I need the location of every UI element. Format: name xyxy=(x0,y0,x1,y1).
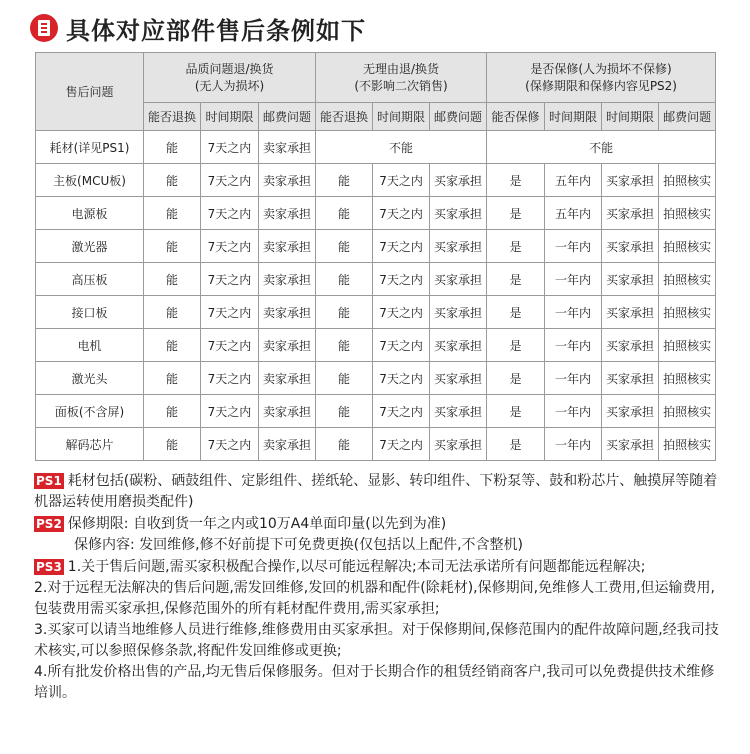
table-cell: 能 xyxy=(316,197,373,230)
table-cell: 是 xyxy=(487,230,545,263)
table-cell: 买家承担 xyxy=(602,428,659,461)
table-cell: 7天之内 xyxy=(201,329,259,362)
table-cell: 7天之内 xyxy=(373,230,430,263)
table-cell: 买家承担 xyxy=(602,296,659,329)
table-cell: 7天之内 xyxy=(201,296,259,329)
table-cell: 买家承担 xyxy=(430,230,487,263)
table-cell: 卖家承担 xyxy=(259,263,316,296)
group-header-warranty: 是否保修(人为损坏不保修) (保修期限和保修内容见PS2) xyxy=(487,53,716,103)
table-cell: 五年内 xyxy=(545,197,602,230)
table-cell: 拍照核实 xyxy=(659,197,716,230)
row-label: 耗材(详见PS1) xyxy=(36,131,144,164)
table-cell: 能 xyxy=(316,362,373,395)
table-row-consumables xyxy=(36,131,716,164)
row-label: 接口板 xyxy=(36,296,144,329)
table-cell: 是 xyxy=(487,395,545,428)
note-ps2 xyxy=(34,514,724,556)
row-label: 面板(不含屏) xyxy=(36,395,144,428)
table-cell: 7天之内 xyxy=(201,428,259,461)
note-ps3 xyxy=(34,557,724,704)
table-cell: 卖家承担 xyxy=(259,197,316,230)
ps3-item1: 1.关于售后问题,需买家积极配合操作,以尽可能远程解决;本司无法承诺所有问题都能远程解决; xyxy=(67,559,646,575)
table-cell: 卖家承担 xyxy=(259,296,316,329)
subheader: 能否退换 xyxy=(144,103,201,131)
after-sales-table xyxy=(35,52,716,461)
table-cell: 买家承担 xyxy=(430,362,487,395)
table-cell: 拍照核实 xyxy=(659,164,716,197)
table-cell: 7天之内 xyxy=(373,329,430,362)
table-cell: 买家承担 xyxy=(602,362,659,395)
ps3-item2: 2.对于远程无法解决的售后问题,需发回维修,发回的机器和配件(除耗材),保修期间,免维修人工费用,但运输费用,包装费用需买家承担,保修范围外的所有耗材配件费用,需买家承担; xyxy=(34,580,715,617)
table-cell: 买家承担 xyxy=(430,296,487,329)
no-reason-not-allowed: 不能 xyxy=(316,131,487,164)
table-cell: 拍照核实 xyxy=(659,296,716,329)
table-cell: 能 xyxy=(144,395,201,428)
table-cell: 买家承担 xyxy=(430,329,487,362)
table-cell: 买家承担 xyxy=(602,197,659,230)
subheader: 能否保修 xyxy=(487,103,545,131)
table-cell: 五年内 xyxy=(545,164,602,197)
table-cell: 7天之内 xyxy=(373,395,430,428)
table-cell: 7天之内 xyxy=(201,197,259,230)
table-cell: 能 xyxy=(316,230,373,263)
table-cell: 卖家承担 xyxy=(259,131,316,164)
table-cell: 能 xyxy=(316,263,373,296)
table-cell: 买家承担 xyxy=(602,395,659,428)
table-cell: 7天之内 xyxy=(201,362,259,395)
warranty-not-allowed: 不能 xyxy=(487,131,716,164)
table-cell: 7天之内 xyxy=(373,197,430,230)
table-cell: 卖家承担 xyxy=(259,329,316,362)
table-cell: 买家承担 xyxy=(602,329,659,362)
table-cell: 一年内 xyxy=(545,296,602,329)
table-cell: 一年内 xyxy=(545,263,602,296)
row-label: 激光头 xyxy=(36,362,144,395)
table-row xyxy=(36,230,716,263)
document-icon xyxy=(30,14,58,42)
table-cell: 一年内 xyxy=(545,329,602,362)
table-cell: 能 xyxy=(144,329,201,362)
subheader: 能否退换 xyxy=(316,103,373,131)
row-label: 电机 xyxy=(36,329,144,362)
table-row xyxy=(36,197,716,230)
table-cell: 能 xyxy=(144,197,201,230)
table-row xyxy=(36,362,716,395)
table-cell: 拍照核实 xyxy=(659,362,716,395)
row-label: 主板(MCU板) xyxy=(36,164,144,197)
table-cell: 买家承担 xyxy=(430,428,487,461)
ps3-item4: 4.所有批发价格出售的产品,均无售后保修服务。但对于长期合作的租赁经销商客户,我司可以免费提供技术维修培训。 xyxy=(34,664,715,701)
table-cell: 一年内 xyxy=(545,362,602,395)
table-row xyxy=(36,164,716,197)
table-cell: 7天之内 xyxy=(373,428,430,461)
page-header xyxy=(30,8,366,48)
table-cell: 买家承担 xyxy=(602,164,659,197)
ps2-badge: PS2 xyxy=(36,517,62,531)
table-cell: 7天之内 xyxy=(373,263,430,296)
subheader: 邮费问题 xyxy=(659,103,716,131)
table-cell: 能 xyxy=(144,362,201,395)
subheader: 时间期限 xyxy=(602,103,659,131)
table-row xyxy=(36,395,716,428)
table-cell: 7天之内 xyxy=(373,164,430,197)
table-cell: 买家承担 xyxy=(430,263,487,296)
table-cell: 卖家承担 xyxy=(259,428,316,461)
ps2-line1: 保修期限: 自收到货一年之内或10万A4单面印量(以先到为准) xyxy=(67,516,447,532)
table-cell: 拍照核实 xyxy=(659,428,716,461)
table-cell: 拍照核实 xyxy=(659,329,716,362)
table-cell: 7天之内 xyxy=(201,263,259,296)
subheader: 时间期限 xyxy=(201,103,259,131)
table-cell: 7天之内 xyxy=(373,296,430,329)
table-cell: 是 xyxy=(487,296,545,329)
table-cell: 一年内 xyxy=(545,395,602,428)
table-cell: 能 xyxy=(144,263,201,296)
table-cell: 买家承担 xyxy=(430,164,487,197)
table-cell: 买家承担 xyxy=(430,197,487,230)
table-cell: 能 xyxy=(144,230,201,263)
table-cell: 卖家承担 xyxy=(259,362,316,395)
table-cell: 是 xyxy=(487,329,545,362)
table-cell: 买家承担 xyxy=(602,263,659,296)
subheader: 时间期限 xyxy=(373,103,430,131)
table-cell: 能 xyxy=(316,329,373,362)
table-cell: 是 xyxy=(487,428,545,461)
table-cell: 卖家承担 xyxy=(259,164,316,197)
ps3-item3: 3.买家可以请当地维修人员进行维修,维修费用由买家承担。对于保修期间,保修范围内的配件故障问题,经我司技术核实,可以参照保修条款,将配件发回维修或更换; xyxy=(34,622,719,659)
table-cell: 能 xyxy=(144,164,201,197)
table-cell: 是 xyxy=(487,164,545,197)
table-cell: 一年内 xyxy=(545,428,602,461)
table-cell: 拍照核实 xyxy=(659,263,716,296)
table-cell: 7天之内 xyxy=(201,395,259,428)
subheader: 邮费问题 xyxy=(259,103,316,131)
corner-header: 售后问题 xyxy=(36,53,144,131)
table-cell: 能 xyxy=(144,131,201,164)
notes-section xyxy=(34,471,724,705)
subheader: 时间期限 xyxy=(545,103,602,131)
table-cell: 卖家承担 xyxy=(259,230,316,263)
table-cell: 买家承担 xyxy=(602,230,659,263)
table-cell: 能 xyxy=(316,395,373,428)
ps1-badge: PS1 xyxy=(36,474,62,488)
table-cell: 能 xyxy=(316,164,373,197)
table-row xyxy=(36,329,716,362)
table-cell: 7天之内 xyxy=(201,230,259,263)
group-header-quality: 品质问题退/换货 (无人为损坏) xyxy=(144,53,316,103)
table-cell: 能 xyxy=(316,296,373,329)
table-cell: 拍照核实 xyxy=(659,230,716,263)
table-cell: 7天之内 xyxy=(373,362,430,395)
row-label: 解码芯片 xyxy=(36,428,144,461)
table-cell: 卖家承担 xyxy=(259,395,316,428)
table-row xyxy=(36,428,716,461)
row-label: 电源板 xyxy=(36,197,144,230)
ps3-badge: PS3 xyxy=(36,560,62,574)
row-label: 高压板 xyxy=(36,263,144,296)
table-cell: 7天之内 xyxy=(201,131,259,164)
page-title: 具体对应部件售后条例如下 xyxy=(66,16,366,45)
ps1-text: 耗材包括(碳粉、硒鼓组件、定影组件、搓纸轮、显影、转印组件、下粉泵等、鼓和粉芯片、触摸屏等随着机器运转使用磨损类配件) xyxy=(34,473,718,510)
table-row xyxy=(36,263,716,296)
table-cell: 7天之内 xyxy=(201,164,259,197)
subheader: 邮费问题 xyxy=(430,103,487,131)
table-cell: 能 xyxy=(316,428,373,461)
table-cell: 拍照核实 xyxy=(659,395,716,428)
row-label: 激光器 xyxy=(36,230,144,263)
table-cell: 是 xyxy=(487,197,545,230)
table-cell: 是 xyxy=(487,362,545,395)
ps2-line2: 保修内容: 发回维修,修不好前提下可免费更换(仅包括以上配件,不含整机) xyxy=(74,537,523,553)
table-cell: 是 xyxy=(487,263,545,296)
table-cell: 能 xyxy=(144,296,201,329)
table-cell: 一年内 xyxy=(545,230,602,263)
group-header-no-reason: 无理由退/换货 (不影响二次销售) xyxy=(316,53,487,103)
table-cell: 能 xyxy=(144,428,201,461)
table-row xyxy=(36,296,716,329)
note-ps1 xyxy=(34,471,724,513)
table-cell: 买家承担 xyxy=(430,395,487,428)
